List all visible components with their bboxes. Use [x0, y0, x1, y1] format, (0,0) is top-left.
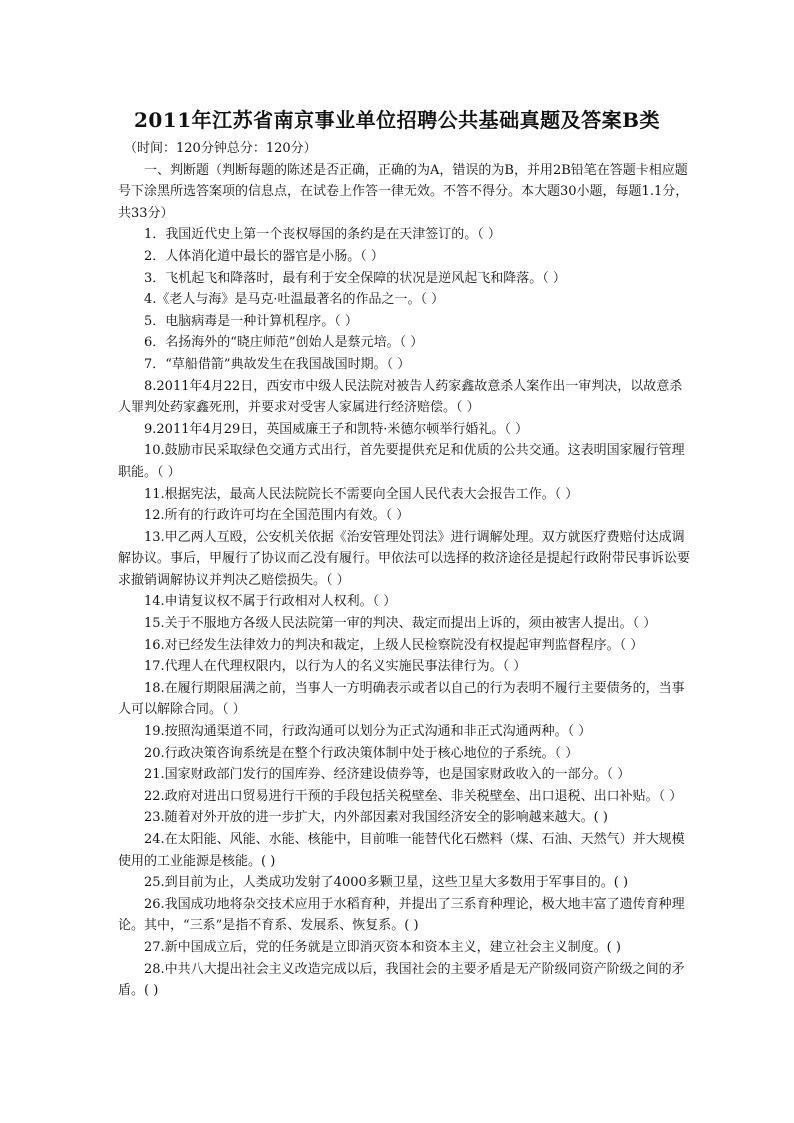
question-item: 10.鼓励市民采取绿色交通方式出行，首先要提供充足和优质的公共交通。这表明国家履行管理职能。（ ）	[118, 443, 685, 480]
question-item: 1．我国近代史上第一个丧权辱国的条约是在天津签订的。（ ）	[144, 227, 501, 243]
question-item: 9.2011年4月29日，英国威廉王子和凯特·米德尔顿举行婚礼。（ ）	[144, 421, 529, 437]
question-item: 2．人体消化道中最长的器官是小肠。（ ）	[144, 248, 384, 264]
question-item: 13.甲乙两人互殴，公安机关依据《治安管理处罚法》进行调解处理。双方就医疗费赔付达成调解协议。事后，甲履行了协议而乙没有履行。甲依法可以选择的救济途径是提起行政附带民事诉讼要求撤销调解协议并判决乙赔偿损失。（ ）	[118, 529, 691, 588]
document-body	[118, 138, 690, 1002]
question-item: 12.所有的行政许可均在全国范围内有效。（ ）	[144, 508, 410, 524]
question-item: 6．名扬海外的“晓庄师范”创始人是蔡元培。（ ）	[144, 335, 424, 351]
question-list	[118, 224, 690, 1001]
question-item: 18.在履行期限届满之前，当事人一方明确表示或者以自己的行为表明不履行主要债务的，当事人可以解除合同。（ ）	[118, 680, 685, 718]
question-item: 19.按照沟通渠道不同，行政沟通可以划分为正式沟通和非正式沟通两种。（ ）	[144, 724, 592, 740]
question-item: 4.《老人与海》是马克·吐温最著名的作品之一。（ ）	[144, 292, 445, 308]
section-instruction: 一、判断题（判断每题的陈述是否正确，正确的为A，错误的为B，并用2B铅笔在答题卡相应题号下涂黑所选答案项的信息点，在试卷上作答一律无效。不答不得分。本大题30小题，每题1.1分，共33分）	[118, 162, 689, 221]
question-item: 25.到目前为止，人类成功发射了4000多颗卫星，这些卫星大多数用于军事目的。( )	[144, 875, 629, 891]
question-item: 16.对已经发生法律效力的判决和裁定，上级人民检察院没有权提起审判监督程序。（ ）	[144, 637, 644, 653]
question-item: 17.代理人在代理权限内，以行为人的名义实施民事法律行为。（ ）	[144, 659, 527, 675]
question-item: 3．飞机起飞和降落时，最有利于安全保障的状况是逆风起飞和降落。（ ）	[144, 270, 566, 286]
question-item: 15.关于不服地方各级人民法院第一审的判决、裁定而提出上诉的，须由被害人提出。（ ）	[144, 616, 657, 632]
question-item: 14.申请复议权不属于行政相对人权利。（ ）	[144, 594, 397, 610]
question-item: 20.行政决策咨询系统是在整个行政决策体制中处于核心地位的子系统。（ ）	[144, 745, 579, 761]
question-item: 5．电脑病毒是一种计算机程序。（ ）	[144, 313, 358, 329]
exam-meta: （时间：120分钟总分：120分）	[124, 141, 317, 156]
question-item: 21.国家财政部门发行的国库券、经济建设债券等，也是国家财政收入的一部分。（ ）	[144, 767, 631, 783]
question-item: 23.随着对外开放的进一步扩大，内外部因素对我国经济安全的影响越来越大。( )	[144, 810, 608, 826]
question-item: 27.新中国成立后，党的任务就是立即消灭资本和资本主义，建立社会主义制度。( )	[144, 939, 621, 955]
question-item: 11.根据宪法，最高人民法院院长不需要向全国人民代表大会报告工作。（ ）	[144, 486, 579, 502]
question-item: 7．“草船借箭”典故发生在我国战国时期。（ ）	[144, 356, 411, 372]
question-item: 22.政府对进出口贸易进行干预的手段包括关税壁垒、非关税壁垒、出口退税、出口补贴。（ ）	[144, 788, 683, 804]
question-item: 8.2011年4月22日，西安市中级人民法院对被告人药家鑫故意杀人案作出一审判决，以故意杀人罪判处药家鑫死刑，并要求对受害人家属进行经济赔偿。（ ）	[118, 378, 683, 416]
document-title: 2011年江苏省南京事业单位招聘公共基础真题及答案B类	[133, 108, 661, 132]
question-item: 28.中共八大提出社会主义改造完成以后，我国社会的主要矛盾是无产阶级同资产阶级之间的矛盾。( )	[118, 961, 685, 999]
question-item: 26.我国成功地将杂交技术应用于水稻育种，并提出了三系育种理论，极大地丰富了遗传育种理论。其中，“三系”是指不育系、发展系、恢复系。( )	[118, 896, 685, 934]
question-item: 24.在太阳能、风能、水能、核能中，目前唯一能替代化石燃料（煤、石油、天然气）并大规模使用的工业能源是核能。( )	[118, 832, 685, 869]
